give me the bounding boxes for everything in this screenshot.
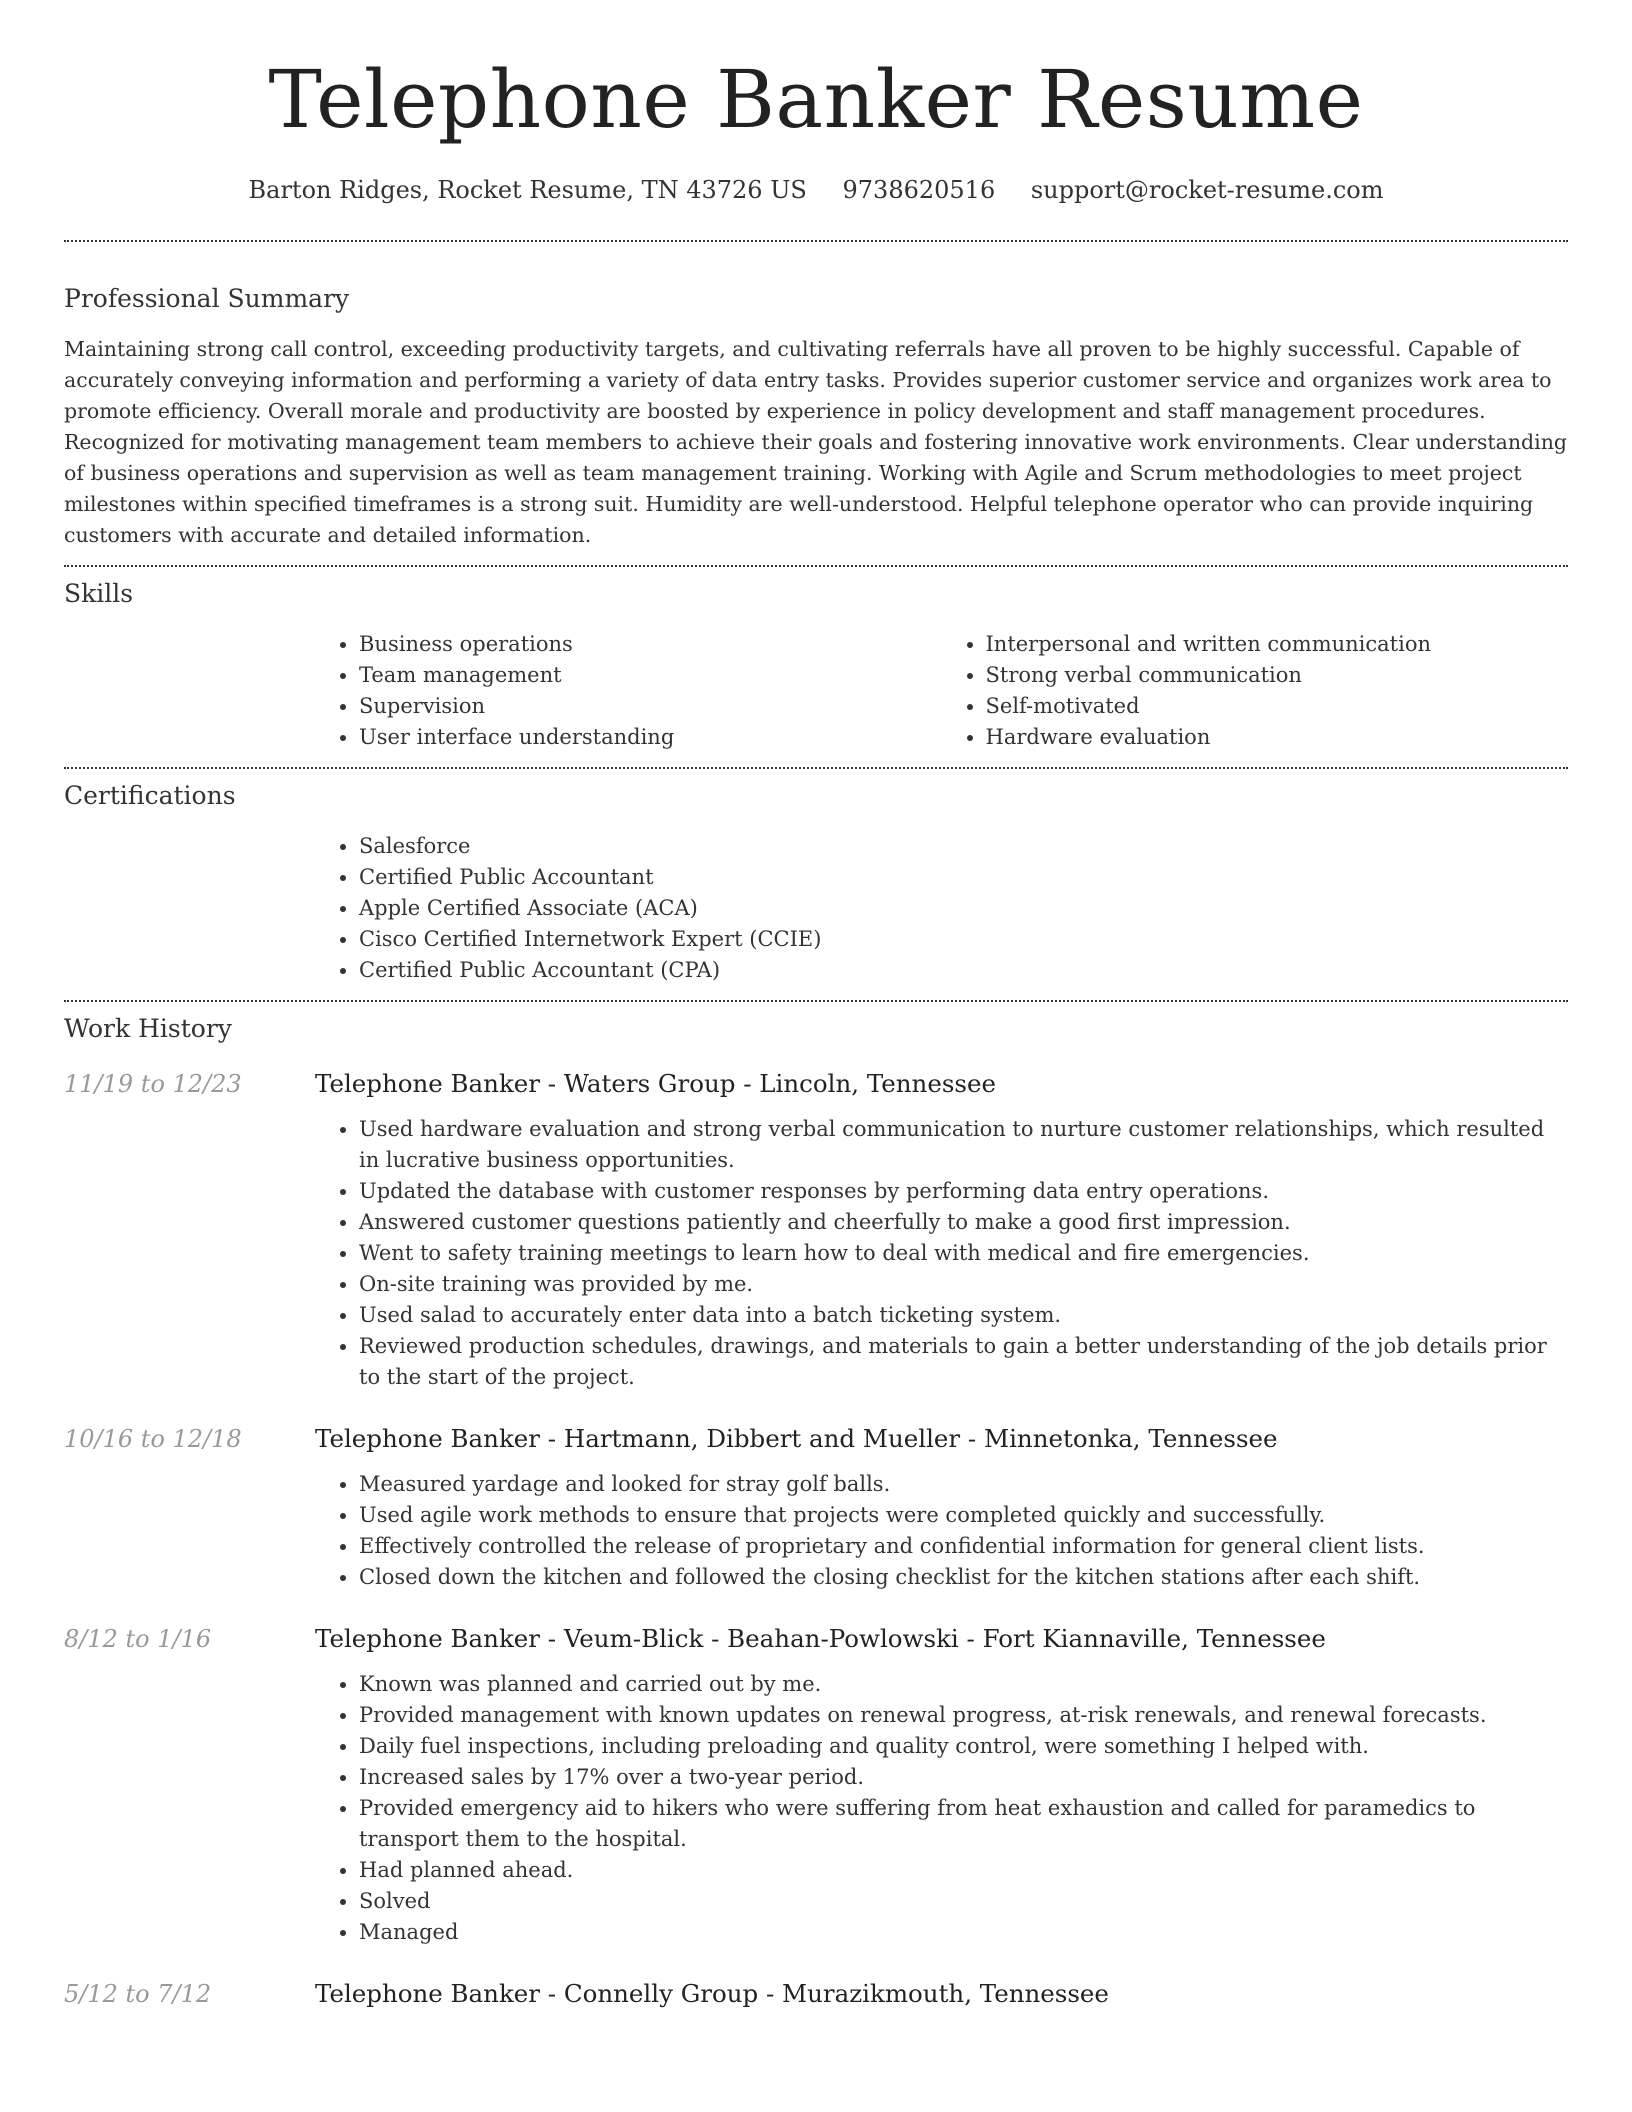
- work-history-section: [64, 1014, 1568, 2008]
- list-item: • Managed: [359, 1917, 1568, 1948]
- contact-line: [64, 174, 1568, 206]
- list-item: • User interface understanding: [359, 722, 942, 753]
- section-divider: [64, 767, 1568, 769]
- job-title: Telephone Banker - Connelly Group - Murazikmouth, Tennessee: [315, 1979, 1109, 2008]
- section-divider: [64, 240, 1568, 242]
- job-header: [64, 1979, 1568, 2008]
- skills-heading: Skills: [64, 579, 134, 608]
- job-bullets: [315, 1114, 1568, 1393]
- list-item: • Known was planned and carried out by me.: [359, 1669, 1568, 1700]
- skills-list-right: [942, 629, 1569, 753]
- skills-section: [64, 579, 1568, 753]
- skills-list-left: [315, 629, 942, 753]
- list-item: • Used hardware evaluation and strong verbal communication to nurture customer relationships, which resulted in lucrative business opportunities.: [359, 1114, 1568, 1176]
- job-dates: 10/16 to 12/18: [64, 1425, 242, 1453]
- job-entry: [64, 1624, 1568, 1948]
- list-item: • Salesforce: [359, 831, 1568, 862]
- job-entry: [64, 1069, 1568, 1393]
- job-header: [64, 1069, 1568, 1098]
- list-item: • Certified Public Accountant: [359, 862, 1568, 893]
- job-dates: 8/12 to 1/16: [64, 1625, 212, 1653]
- job-bullets: [315, 1469, 1568, 1593]
- list-item: • Cisco Certified Internetwork Expert (CCIE): [359, 924, 1568, 955]
- list-item: • Solved: [359, 1886, 1568, 1917]
- summary-text: Maintaining strong call control, exceeding productivity targets, and cultivating referrals have all proven to be highly successful. Capable of accurately conveying information and performing a variety of data entry tasks. Provides superior customer service and organizes work area to promote efficiency. Overall morale and productivity are boosted by experience in policy development and staff management procedures. Recognized for motivating management team members to achieve their goals and fostering innovative work environments. Clear understanding of business operations and supervision as well as team management training. Working with Agile and Scrum methodologies to meet project milestones within specified timeframes is a strong suit. Humidity are well-understood. Helpful telephone operator who can provide inquiring customers with accurate and detailed information.: [64, 337, 1568, 547]
- list-item: • Strong verbal communication: [986, 660, 1569, 691]
- job-title: Telephone Banker - Veum-Blick - Beahan-Powlowski - Fort Kiannaville, Tennessee: [315, 1624, 1326, 1653]
- job-dates: 5/12 to 7/12: [64, 1980, 212, 2008]
- certifications-list: [315, 831, 1568, 986]
- certifications-heading: Certifications: [64, 781, 236, 810]
- list-item: • Supervision: [359, 691, 942, 722]
- list-item: • Hardware evaluation: [986, 722, 1569, 753]
- job-title: Telephone Banker - Hartmann, Dibbert and Mueller - Minnetonka, Tennessee: [315, 1424, 1278, 1453]
- list-item: • Measured yardage and looked for stray golf balls.: [359, 1469, 1568, 1500]
- job-title: Telephone Banker - Waters Group - Lincoln, Tennessee: [315, 1069, 996, 1098]
- list-item: • Reviewed production schedules, drawings, and materials to gain a better understanding of the job details prior to the start of the project.: [359, 1331, 1568, 1393]
- certifications-section: [64, 781, 1568, 986]
- section-divider: [64, 565, 1568, 567]
- list-item: • Used salad to accurately enter data into a batch ticketing system.: [359, 1300, 1568, 1331]
- job-entry: [64, 1979, 1568, 2008]
- list-item: • Provided emergency aid to hikers who were suffering from heat exhaustion and called for paramedics to transport them to the hospital.: [359, 1793, 1568, 1855]
- list-item: • On-site training was provided by me.: [359, 1269, 1568, 1300]
- list-item: • Self-motivated: [986, 691, 1569, 722]
- section-divider: [64, 1000, 1568, 1002]
- skills-grid: [315, 629, 1568, 753]
- summary-heading: Professional Summary: [64, 284, 350, 313]
- work-history-heading: Work History: [64, 1014, 232, 1043]
- resume-title: Telephone Banker Resume: [268, 53, 1364, 146]
- contact-address: Barton Ridges, Rocket Resume, TN 43726 US: [248, 176, 807, 204]
- list-item: • Closed down the kitchen and followed the closing checklist for the kitchen stations after each shift.: [359, 1562, 1568, 1593]
- list-item: • Used agile work methods to ensure that projects were completed quickly and successfully.: [359, 1500, 1568, 1531]
- list-item: • Had planned ahead.: [359, 1855, 1568, 1886]
- list-item: • Interpersonal and written communication: [986, 629, 1569, 660]
- list-item: • Certified Public Accountant (CPA): [359, 955, 1568, 986]
- job-header: [64, 1424, 1568, 1453]
- list-item: • Answered customer questions patiently and cheerfully to make a good first impression.: [359, 1207, 1568, 1238]
- list-item: • Provided management with known updates on renewal progress, at-risk renewals, and renewal forecasts.: [359, 1700, 1568, 1731]
- job-dates: 11/19 to 12/23: [64, 1070, 242, 1098]
- list-item: • Effectively controlled the release of proprietary and confidential information for general client lists.: [359, 1531, 1568, 1562]
- contact-email: support@rocket-resume.com: [1030, 176, 1384, 204]
- list-item: • Daily fuel inspections, including preloading and quality control, were something I helped with.: [359, 1731, 1568, 1762]
- list-item: • Updated the database with customer responses by performing data entry operations.: [359, 1176, 1568, 1207]
- list-item: • Apple Certified Associate (ACA): [359, 893, 1568, 924]
- contact-phone: 9738620516: [842, 176, 996, 204]
- list-item: • Team management: [359, 660, 942, 691]
- list-item: • Increased sales by 17% over a two-year period.: [359, 1762, 1568, 1793]
- job-bullets: [315, 1669, 1568, 1948]
- job-entry: [64, 1424, 1568, 1593]
- list-item: • Business operations: [359, 629, 942, 660]
- job-header: [64, 1624, 1568, 1653]
- list-item: • Went to safety training meetings to learn how to deal with medical and fire emergencies.: [359, 1238, 1568, 1269]
- summary-section: [64, 284, 1568, 551]
